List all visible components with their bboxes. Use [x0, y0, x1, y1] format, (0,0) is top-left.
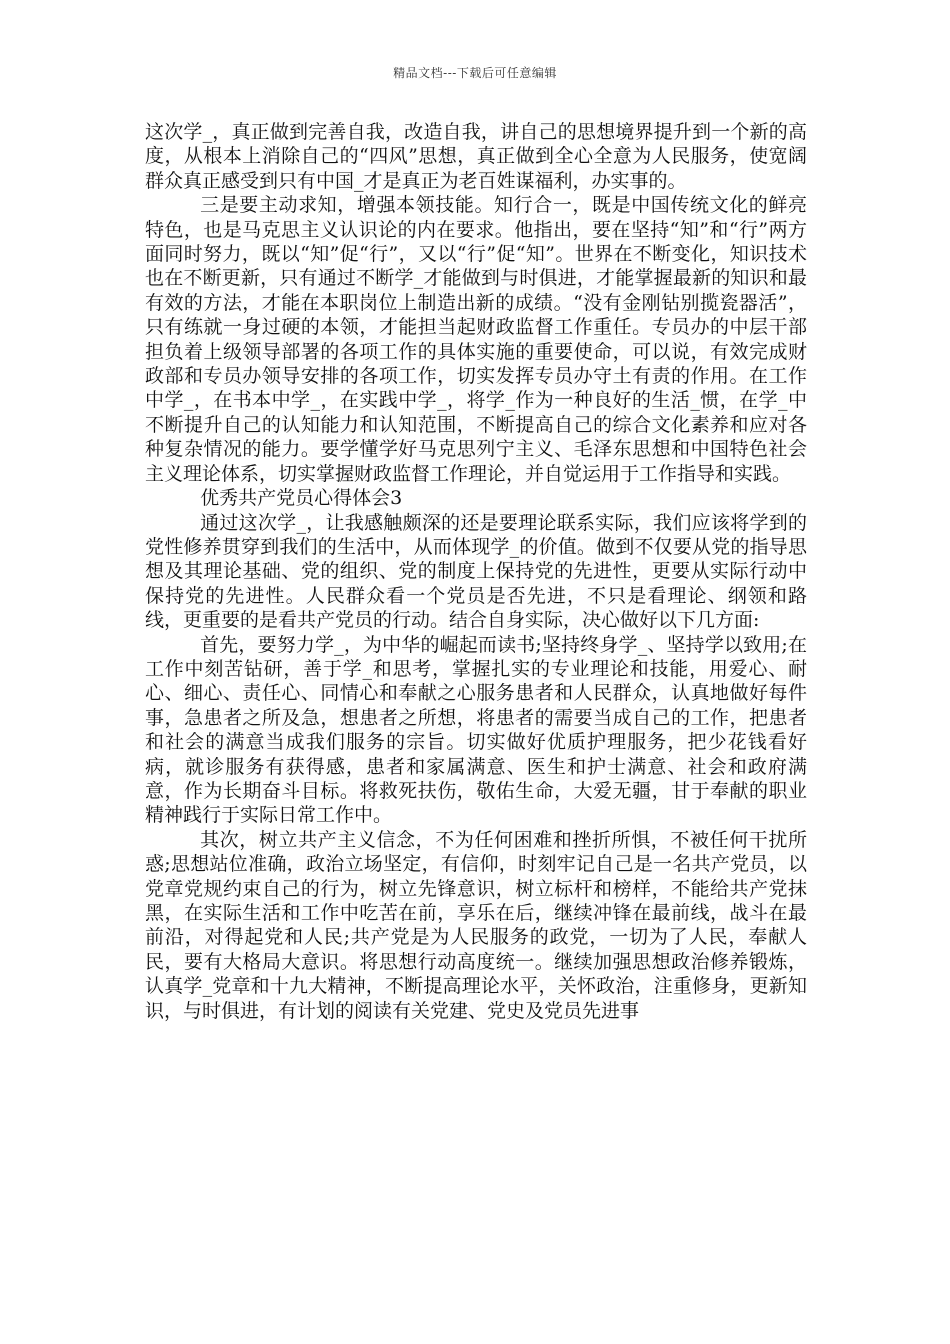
paragraph-second: 其次，树立共产主义信念，不为任何困难和挫折所惧，不被任何干扰所惑;思想站位准确，政治立场坚定，有信仰，时刻牢记自己是一名共产党员，以党章党规约束自己的行为，树立先锋意识，树立标杆和榜样，不能给共产党抹黑，在实际生活和工作中吃苦在前，享乐在后，继续冲锋在最前线，战斗在最前沿，对得起党和人民;共产党是为人民服务的政党，一切为了人民，奉献人民，要有大格局大意识。将思想行动高度统一。继续加强思想政治修养锻炼，认真学_党章和十九大精神，不断提高理论水平，关怀政治，注重修身，更新知识，与时俱进，有计划的阅读有关党建、党史及党员先进事: [145, 828, 807, 1022]
paragraph-point-three: 三是要主动求知，增强本领技能。知行合一，既是中国传统文化的鲜亮特色，也是马克思主义认识论的内在要求。他指出，要在坚持“知”和“行”两方面同时努力，既以“知”促“行”，又以“行”促“知”。世界在不断变化，知识技术也在不断更新，只有通过不断学_才能做到与时俱进，才能掌握最新的知识和最有效的方法，才能在本职岗位上制造出新的成绩。“没有金刚钻别揽瓷器活”，只有练就一身过硬的本领，才能担当起财政监督工作重任。专员办的中层干部担负着上级领导部署的各项工作的具体实施的重要使命，可以说，有效完成财政部和专员办领导安排的各项工作，切实发挥专员办守土有责的作用。在工作中学_，在书本中学_，在实践中学_，将学_作为一种良好的生活_惯，在学_中不断提升自己的认知能力和认知范围，不断提高自己的综合文化素养和应对各种复杂情况的能力。要学懂学好马克思列宁主义、毛泽东思想和中国特色社会主义理论体系，切实掌握财政监督工作理论，并自觉运用于工作指导和实践。: [145, 194, 807, 485]
paragraph-continuation: 这次学_，真正做到完善自我，改造自我，讲自己的思想境界提升到一个新的高度，从根本上消除自己的“四风”思想，真正做到全心全意为人民服务，使宽阔群众真正感受到只有中国_才是真正为老百姓谋福利，办实事的。: [145, 121, 807, 192]
paragraph-first: 首先，要努力学_，为中华的崛起而读书;坚持终身学_、坚持学以致用;在工作中刻苦钻研，善于学_和思考，掌握扎实的专业理论和技能，用爱心、耐心、细心、责任心、同情心和奉献之心服务患者和人民群众，认真地做好每件事，急患者之所及急，想患者之所想，将患者的需要当成自己的工作，把患者和社会的满意当成我们服务的宗旨。切实做好优质护理服务，把少花钱看好病，就诊服务有获得感，患者和家属满意、医生和护士满意、社会和政府满意，作为长期奋斗目标。将救死扶伤，敬佑生命，大爱无疆，甘于奉献的职业精神践行于实际日常工作中。: [145, 633, 807, 827]
page-header: 精品文档---下载后可任意编辑: [393, 66, 557, 80]
paragraph-intro: 通过这次学_，让我感触颇深的还是要理论联系实际，我们应该将学到的党性修养贯穿到我们的生活中，从而体现学_的价值。做到不仅要从党的指导思想及其理论基础、党的组织、党的制度上保持党的先进性，更要从实际行动中保持党的先进性。人民群众看一个党员是否先进，不只是看理论、纲领和路线，更重要的是看共产党员的行动。结合自身实际，决心做好以下几方面:: [145, 511, 807, 632]
document-body: [145, 120, 807, 1023]
section-heading: 优秀共产党员心得体会3: [200, 487, 403, 510]
